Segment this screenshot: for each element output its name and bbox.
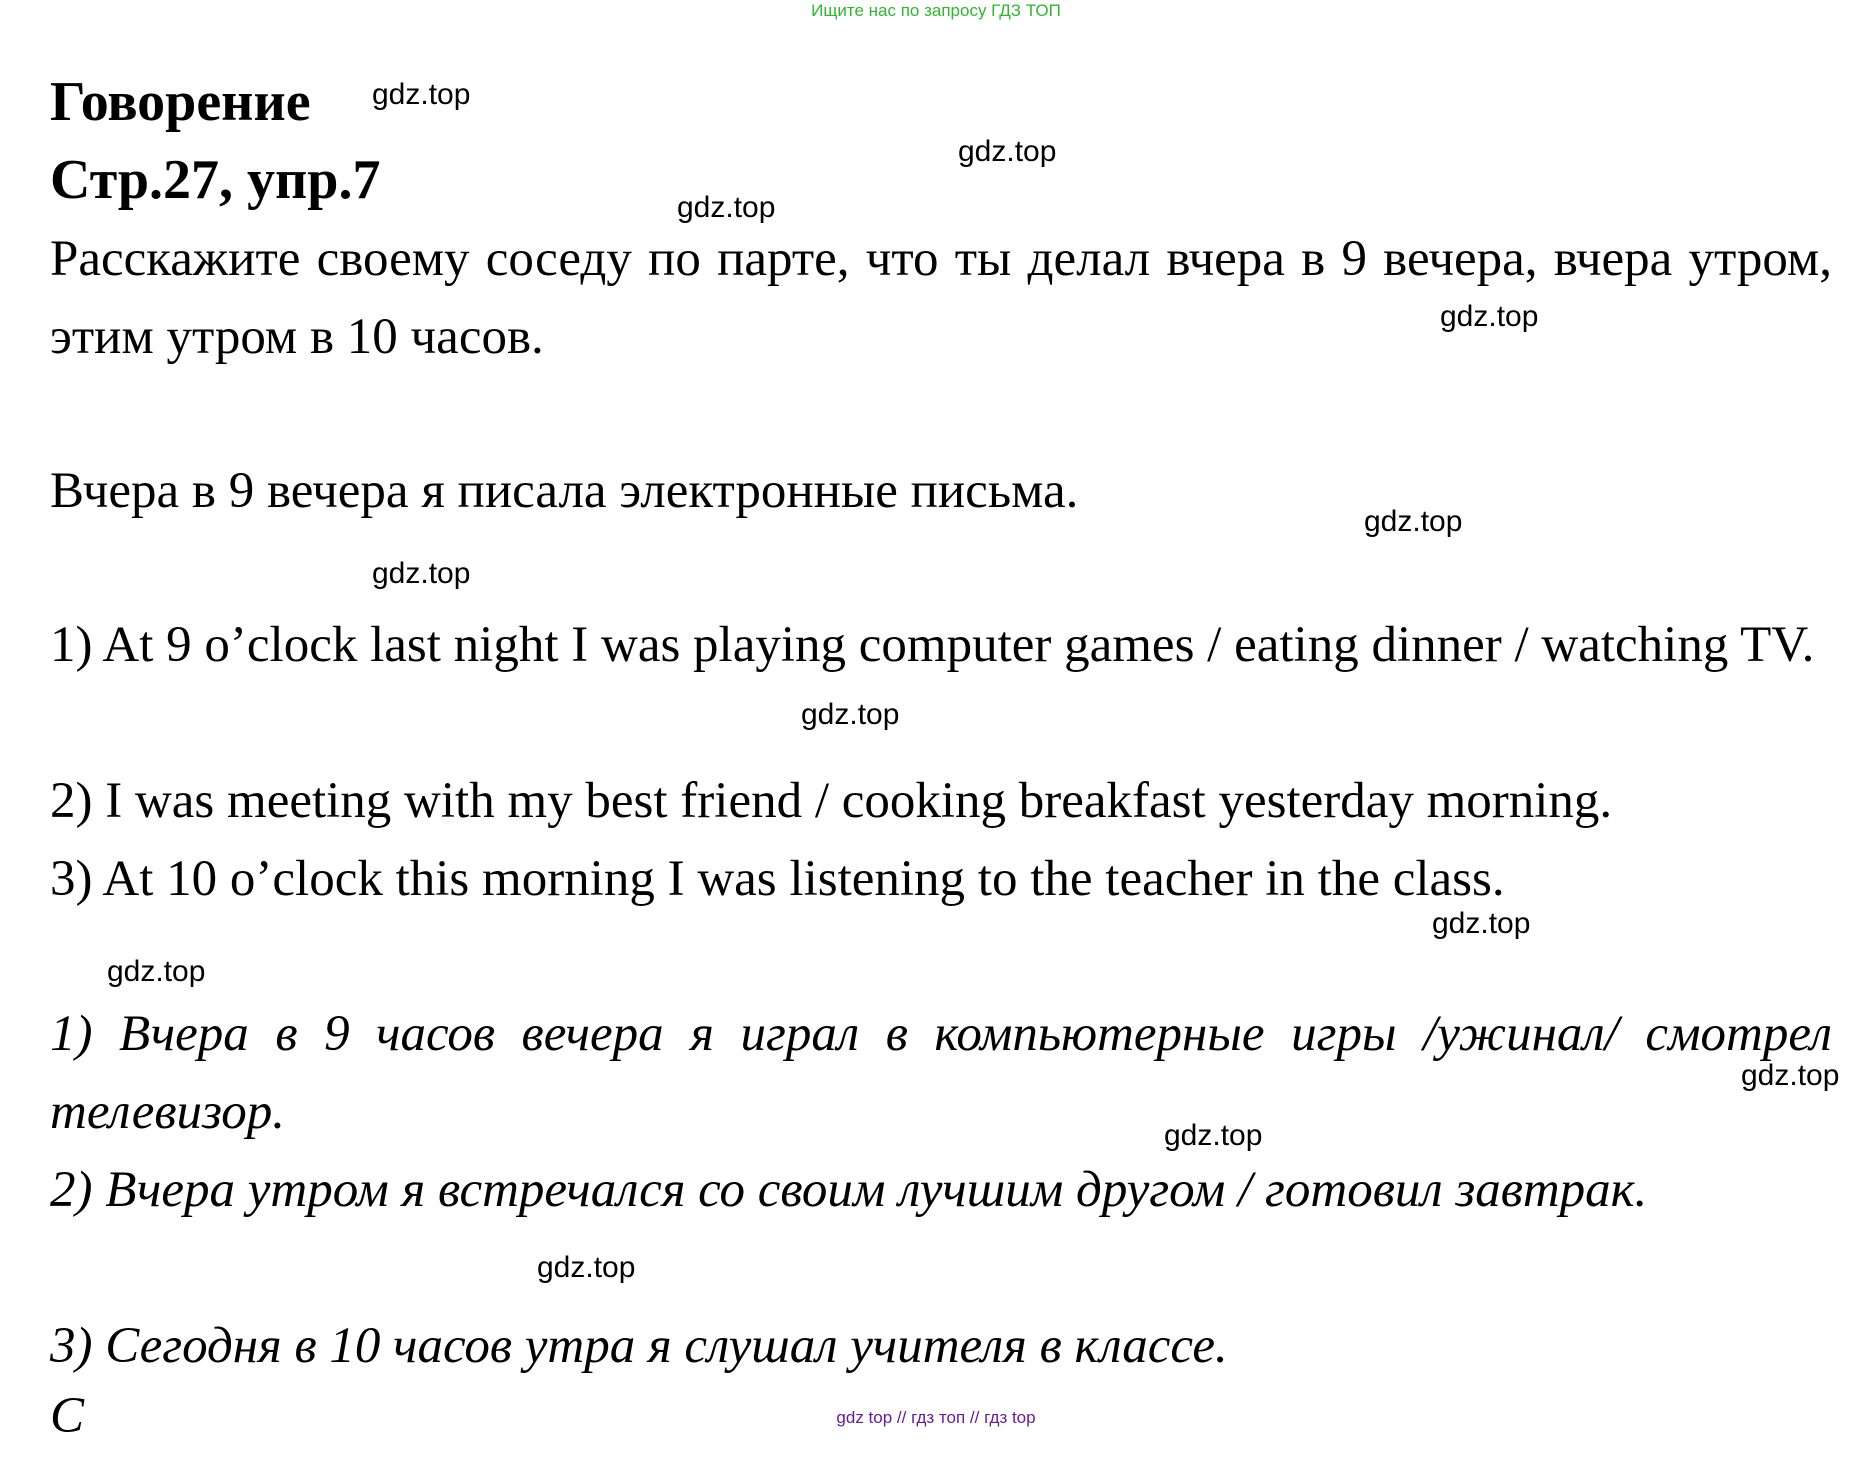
watermark: gdz.top <box>107 955 206 988</box>
watermark: gdz.top <box>372 78 471 111</box>
watermark: gdz.top <box>537 1251 636 1284</box>
watermark: gdz.top <box>1432 907 1531 940</box>
top-banner: Ищите нас по запросу ГДЗ ТОП <box>811 1 1061 20</box>
answer-ru-3: 3) Сегодня в 10 часов утра я слушал учителя в классе. <box>50 1318 1228 1374</box>
task-text: Расскажите своему соседу по парте, что ты делал вчера в 9 вечера, вчера утром, этим утром в 10 часов. <box>50 231 1832 365</box>
footer-links: gdz top // гдз топ // гдз top <box>836 1408 1036 1427</box>
example-sentence: Вчера в 9 вечера я писала электронные письма. <box>50 463 1079 519</box>
watermark: gdz.top <box>1440 300 1539 333</box>
watermark: gdz.top <box>1364 505 1463 538</box>
watermark: gdz.top <box>958 135 1057 168</box>
answer-en-1: 1) At 9 o’clock last night I was playing computer games / eating dinner / watching TV. <box>50 617 1815 673</box>
answer-en-3: 3) At 10 o’clock this morning I was listening to the teacher in the class. <box>50 851 1505 907</box>
cut-off-text: С <box>50 1388 85 1444</box>
watermark: gdz.top <box>1164 1119 1263 1152</box>
answer-ru-2: 2) Вчера утром я встречался со своим лучшим другом / готовил завтрак. <box>50 1162 1648 1218</box>
watermark: gdz.top <box>677 191 776 224</box>
watermark: gdz.top <box>1741 1059 1840 1092</box>
watermark: gdz.top <box>801 698 900 731</box>
exercise-title: Стр.27, упр.7 <box>50 149 381 211</box>
answer-en-2: 2) I was meeting with my best friend / cooking breakfast yesterday morning. <box>50 773 1613 829</box>
section-title: Говорение <box>50 71 311 133</box>
watermark: gdz.top <box>372 557 471 590</box>
answer-ru-1: 1) Вчера в 9 часов вечера я играл в компьютерные игры /ужинал/ смотрел телевизор. <box>50 1006 1832 1140</box>
